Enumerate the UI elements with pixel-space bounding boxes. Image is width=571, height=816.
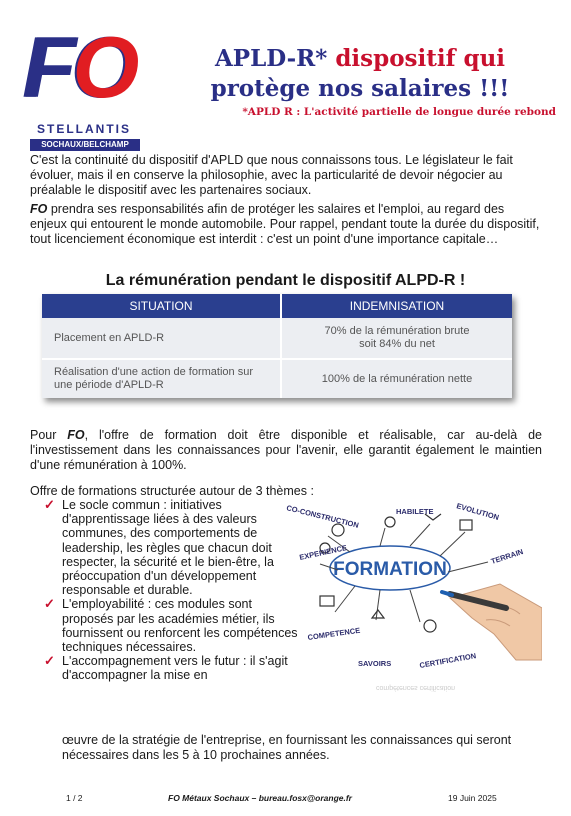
table-row: [42, 359, 512, 398]
list-item-text: L'employabilité : ces modules sont proposés par les académies métier, ils fournissent ou renforcent les compétences techniques nécessaires.: [62, 597, 298, 655]
keyword-label: EVOLUTION: [455, 501, 500, 522]
title-line2: protège nos salaires !!!: [210, 75, 510, 102]
page-title: [158, 44, 562, 104]
list-item: [44, 498, 304, 597]
remuneration-table: [42, 294, 512, 398]
table-header-situation: SITUATION: [42, 294, 281, 318]
keyword-label: TERRAIN: [489, 547, 525, 566]
cell-situation: Placement en APLD-R: [42, 318, 281, 359]
formation-paragraph: [30, 428, 542, 473]
fo-logo-mark: FO: [24, 20, 136, 116]
formation-center-label: FORMATION: [333, 559, 447, 580]
formation-illustration: [280, 500, 542, 700]
page-number: 1 / 2: [66, 793, 83, 803]
list-item-text: L'accompagnement vers le futur : il s'agit d'accompagner la mise en: [62, 654, 288, 683]
fo-responsibility-text: prendra ses responsabilités afin de protéger les salaires et l'emploi, au regard des enjeux qui entourent le monde automobile. Pour rappel, pendant toute la durée du dispositif, tout licenciement économique est interdit : c'est un point d'une importance capitale…: [30, 202, 540, 246]
logo-company: STELLANTIS: [37, 122, 131, 136]
title-red-part: dispositif qui: [335, 45, 506, 72]
checkmark-icon: ✓: [44, 497, 55, 512]
keyword-label: SAVOIRS: [358, 659, 392, 668]
keyword-labels: [286, 501, 525, 670]
cell-indemnisation-line1: 100% de la rémunération nette: [321, 372, 473, 385]
keyword-label: CERTIFICATION: [418, 651, 477, 670]
keyword-label: EXPERIENCE: [298, 543, 348, 562]
formation-prefix: Pour: [30, 428, 68, 442]
footer-date: 19 Juin 2025: [448, 793, 497, 803]
formation-text: , l'offre de formation doit être disponible et réalisable, car au-delà de l'investissement dans les connaissances pour l'avenir, elle garantit également le maintien d'une rémunération à 100%.: [30, 428, 542, 472]
fo-emphasis: FO: [30, 202, 48, 216]
list-item: [44, 654, 307, 682]
cell-situation: Réalisation d'une action de formation sur une période d'APLD-R: [42, 359, 281, 398]
section-title: La rémunération pendant le dispositif ALPD-R !: [105, 272, 466, 289]
cell-indemnisation: [281, 318, 512, 359]
logo-site: SOCHAUX/BELCHAMP: [30, 139, 140, 151]
list-item-text: Le socle commun : initiatives d'apprentissage liées à des valeurs communes, des comportements de leadership, les règles que chacun doit respecter, la sécurité et le bien-être, la préoccupation d'un développement responsable et durable.: [62, 498, 274, 598]
keyword-label: COMPETENCE: [307, 625, 361, 642]
fo-logo: [22, 18, 146, 148]
reflection-text: compétences certification: [376, 684, 455, 691]
fo-responsibility-paragraph: [30, 202, 542, 247]
checkmark-icon: ✓: [44, 653, 55, 669]
intro-paragraph: C'est la continuité du dispositif d'APLD que nous connaissons tous. Le législateur le fait évoluer, mais il en conserve la philosophie, avec la particularité de devoir négocier au préalable le dispositif avec les partenaires sociaux.: [30, 153, 513, 197]
themes-list: [44, 498, 304, 683]
page-subtitle: *APLD R : L'activité partielle de longue durée rebond: [242, 106, 556, 118]
list-item: [44, 597, 304, 654]
list-item-continuation: œuvre de la stratégie de l'entreprise, en fournissant les connaissances qui seront nécessaires dans les 5 à 10 prochaines années.: [62, 733, 512, 762]
table-row: [42, 318, 512, 359]
cell-indemnisation-line2: soit 84% du net: [359, 338, 435, 350]
footer-contact: FO Métaux Sochaux – bureau.fosx@orange.fr: [168, 793, 352, 803]
checkmark-icon: ✓: [44, 596, 55, 612]
fo-emphasis: FO: [67, 428, 85, 442]
keyword-label: CO-CONSTRUCTION: [285, 503, 360, 530]
cell-indemnisation-line1: 70% de la rémunération brute: [324, 325, 470, 337]
title-acronym: APLD-R*: [214, 45, 336, 72]
cell-indemnisation: [281, 359, 512, 398]
offer-title: Offre de formations structurée autour de 3 thèmes :: [30, 484, 314, 498]
table-header-indemnisation: INDEMNISATION: [281, 294, 512, 318]
keyword-label: HABILETE: [396, 507, 434, 516]
